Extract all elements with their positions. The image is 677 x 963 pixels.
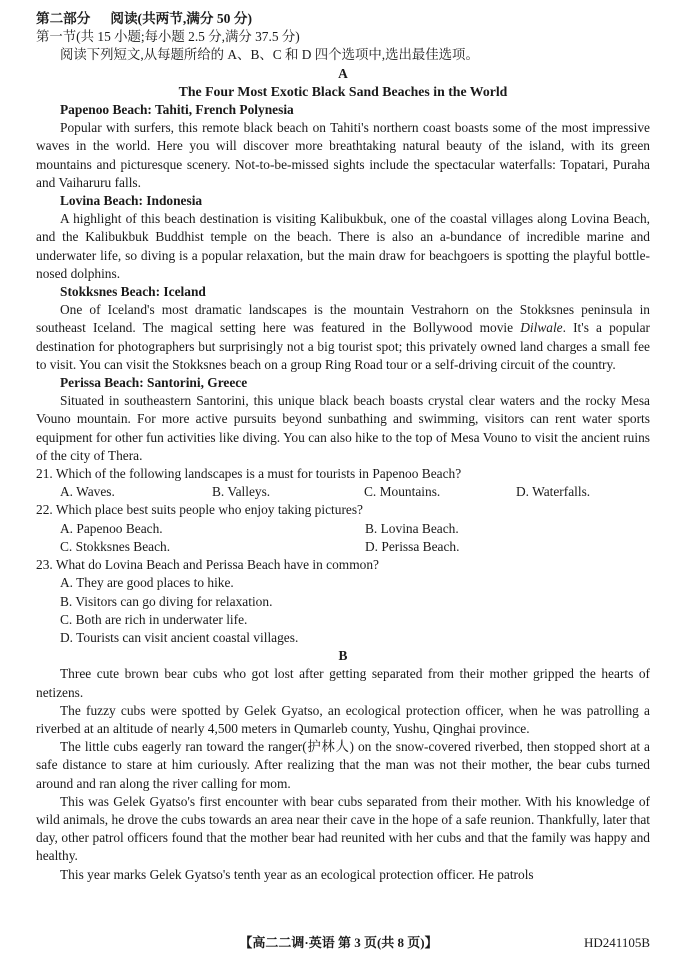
question-21-option-a: A. Waves. (60, 484, 115, 500)
question-21-option-d: D. Waterfalls. (516, 484, 591, 500)
question-22-options-row2 (36, 538, 650, 556)
beach-text-perissa: Situated in southeastern Santorini, this unique black beach boasts crystal clear waters and the rocky Mesa Vouno mountain. For more active pursuits beyond sunbathing and swimming, visitors can rent water sports equipment for other fun activities like diving. You can also hike to the top of Mesa Vouno to visit the ancient ruins of the city of Thera. (36, 393, 650, 463)
question-22-option-b: B. Lovina Beach. (365, 520, 459, 536)
page-content (36, 10, 650, 884)
question-23-option-b: B. Visitors can go diving for relaxation. (60, 593, 273, 609)
question-22-stem: 22. Which place best suits people who enjoy taking pictures? (36, 502, 363, 518)
movie-title: Dilwale (520, 320, 563, 336)
question-23-option-d: D. Tourists can visit ancient coastal villages. (60, 629, 299, 645)
footer-code: HD241105B (584, 935, 650, 950)
beach-text-papenoo: Popular with surfers, this remote black beach on Tahiti's northern coast boasts some of the most impressive waves in the world. Here you will discover more breathtaking natural beauty of the island, with its green mountains and picturesque scenery. Not-to-be-missed sights include the spectacular waterfalls: Topatari, Puraha and Vaiharuru falls. (36, 120, 650, 190)
footer-page-info: 【高二二调·英语 第 3 页(共 8 页)】 (239, 935, 438, 950)
question-23-stem: 23. What do Lovina Beach and Perissa Beach have in common? (36, 557, 379, 573)
beach-text-stokksnes (36, 301, 650, 374)
beach-name-papenoo: Papenoo Beach: Tahiti, French Polynesia (60, 102, 294, 118)
passage-b-paragraph-4: This was Gelek Gyatso's first encounter with bear cubs separated from their mother. With his knowledge of wild animals, he drove the cubs towards an area near their cave in the hope of a safe reunion. Thankfully, later that day, other patrol officers found that the mother bear had reunited with her cubs and that the family was happy and healthy. (36, 793, 650, 864)
question-22-option-d: D. Perissa Beach. (365, 538, 460, 554)
passage-a-title: The Four Most Exotic Black Sand Beaches in the World (178, 83, 508, 99)
passage-b-paragraph-3: The little cubs eagerly ran toward the ranger(护林人) on the snow-covered riverbed, then stopped short at a safe distance to stare at him curiously. After realizing that the man was not their mother, the bear cubs turned around and ran along the river calling for mom. (36, 739, 650, 791)
question-23-option-a: A. They are good places to hike. (60, 575, 234, 591)
passage-b-paragraph-5: This year marks Gelek Gyatso's tenth year as an ecological protection officer. He patrols (60, 866, 534, 882)
question-22-option-a: A. Papenoo Beach. (60, 520, 163, 536)
question-21-stem: 21. Which of the following landscapes is a must for tourists in Papenoo Beach? (36, 466, 462, 482)
beach-name-perissa: Perissa Beach: Santorini, Greece (60, 375, 248, 391)
beach-text-lovina: A highlight of this beach destination is visiting Kalibukbuk, one of the coastal villages along Lovina Beach, and the Kalibukbuk Buddhist temple on the beach. There is also an a-bundance of incredible marine and underwater life, so diving is a popular relaxation, but the main draw for beachgoers is spotting the playful bottle-nosed dolphins. (36, 211, 650, 281)
passage-a-label: A (338, 65, 348, 81)
passage-b-paragraph-1: Three cute brown bear cubs who got lost after getting separated from their mother gripped the hearts of netizens. (36, 666, 650, 700)
question-23-option-c: C. Both are rich in underwater life. (60, 611, 248, 627)
sub-title: 第一节(共 15 小题;每小题 2.5 分,满分 37.5 分) (36, 29, 300, 45)
part-title-subtitle: 阅读(共两节,满分 50 分) (110, 11, 252, 26)
stokksnes-text-after: . It's a popular destination for photographers but surprisingly not a big tourist spot; this privately owned land charges a small fee to visit. You can visit the Stokksnes beach on a group Ring Road tour or a self-driving circuit of the country. (36, 320, 650, 372)
beach-name-lovina: Lovina Beach: Indonesia (60, 193, 203, 209)
instruction: 阅读下列短文,从每题所给的 A、B、C 和 D 四个选项中,选出最佳选项。 (60, 47, 479, 63)
beach-name-stokksnes: Stokksnes Beach: Iceland (60, 284, 206, 300)
part-title-label: 第二部分 (36, 11, 91, 26)
question-21-option-c: C. Mountains. (364, 484, 441, 500)
part-title (36, 10, 650, 28)
passage-b-label: B (338, 648, 348, 664)
question-22-option-c: C. Stokksnes Beach. (60, 538, 171, 554)
question-21-options (36, 483, 650, 501)
question-21-option-b: B. Valleys. (212, 484, 271, 500)
passage-b-paragraph-2: The fuzzy cubs were spotted by Gelek Gyatso, an ecological protection officer, when he was patrolling a riverbed at an altitude of nearly 4,500 meters in Qumarleb county, Yushu, Qinghai province. (36, 702, 650, 736)
question-22-options-row1 (36, 520, 650, 538)
stokksnes-text-before: One of Iceland's most dramatic landscapes is the mountain Vestrahorn on the Stokksnes peninsula in southeast Iceland. The magical setting here was featured in the Bollywood movie (36, 302, 650, 336)
